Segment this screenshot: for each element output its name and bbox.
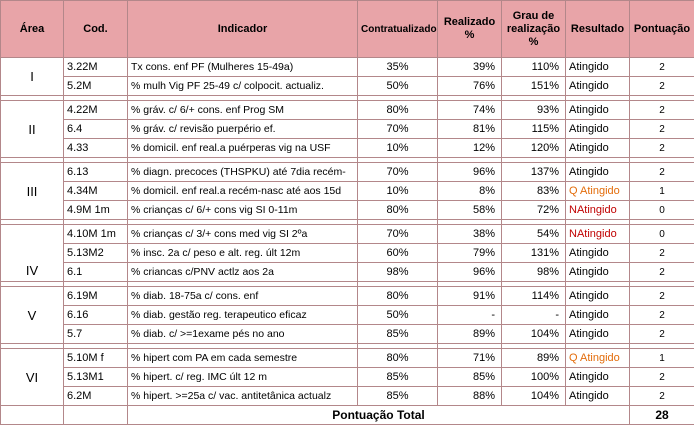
total-row bbox=[1, 406, 694, 425]
cell-grau: 104% bbox=[502, 325, 566, 344]
cell-contratualizado: 85% bbox=[358, 325, 438, 344]
cell-contratualizado: 70% bbox=[358, 225, 438, 244]
cell-cod: 5.7 bbox=[64, 325, 128, 344]
cell-resultado: Atingido bbox=[566, 387, 630, 406]
cell-realizado: 12% bbox=[438, 139, 502, 158]
cell-indicador: % crianças c/ 6/+ cons vig SI 0-11m bbox=[128, 201, 358, 220]
cell-realizado: 38% bbox=[438, 225, 502, 244]
cell-pontuacao: 1 bbox=[630, 349, 694, 368]
cell-indicador: % diagn. precoces (THSPKU) até 7dia recém- bbox=[128, 163, 358, 182]
table-body bbox=[1, 58, 694, 406]
cell-pontuacao: 2 bbox=[630, 77, 694, 96]
cell-contratualizado: 70% bbox=[358, 120, 438, 139]
col-header-resultado: Resultado bbox=[566, 1, 630, 58]
cell-contratualizado: 35% bbox=[358, 58, 438, 77]
table-row bbox=[1, 182, 694, 201]
table-row bbox=[1, 201, 694, 220]
cell-resultado: Atingido bbox=[566, 244, 630, 263]
cell-grau: 89% bbox=[502, 349, 566, 368]
cell-grau: 72% bbox=[502, 201, 566, 220]
cell-pontuacao: 1 bbox=[630, 182, 694, 201]
cell-cod: 4.34M bbox=[64, 182, 128, 201]
cell-resultado: Atingido bbox=[566, 139, 630, 158]
cell-pontuacao: 2 bbox=[630, 139, 694, 158]
cell-cod: 6.16 bbox=[64, 306, 128, 325]
cell-grau: 114% bbox=[502, 287, 566, 306]
cell-pontuacao: 2 bbox=[630, 387, 694, 406]
table-row bbox=[1, 387, 694, 406]
cell-resultado: Atingido bbox=[566, 287, 630, 306]
cell-indicador: % diab. 18-75a c/ cons. enf bbox=[128, 287, 358, 306]
cell-indicador: % mulh Vig PF 25-49 c/ colpocit. actualiz. bbox=[128, 77, 358, 96]
cell-pontuacao: 2 bbox=[630, 244, 694, 263]
cell-realizado: 71% bbox=[438, 349, 502, 368]
area-label: III bbox=[1, 163, 64, 220]
cell-grau: 131% bbox=[502, 244, 566, 263]
cell-realizado: 76% bbox=[438, 77, 502, 96]
cell-contratualizado: 80% bbox=[358, 101, 438, 120]
cell-pontuacao: 2 bbox=[630, 368, 694, 387]
grau-label: Grau de realização % bbox=[506, 9, 561, 48]
table-row bbox=[1, 306, 694, 325]
cell-realizado: 39% bbox=[438, 58, 502, 77]
cell-realizado: - bbox=[438, 306, 502, 325]
cell-cod: 5.13M1 bbox=[64, 368, 128, 387]
cell-grau: 83% bbox=[502, 182, 566, 201]
cell-contratualizado: 50% bbox=[358, 77, 438, 96]
cell-pontuacao: 2 bbox=[630, 58, 694, 77]
cell-indicador: % domicil. enf real.a puérperas vig na USF bbox=[128, 139, 358, 158]
cell-contratualizado: 85% bbox=[358, 368, 438, 387]
cell-pontuacao: 2 bbox=[630, 101, 694, 120]
cell-grau: 93% bbox=[502, 101, 566, 120]
cell-indicador: % diab. c/ >=1exame pés no ano bbox=[128, 325, 358, 344]
cell-resultado: Atingido bbox=[566, 368, 630, 387]
table-row bbox=[1, 325, 694, 344]
col-header-area: Área bbox=[1, 1, 64, 58]
cell-contratualizado: 80% bbox=[358, 201, 438, 220]
cell-pontuacao: 2 bbox=[630, 263, 694, 282]
cell-grau: 120% bbox=[502, 139, 566, 158]
table-row bbox=[1, 139, 694, 158]
cell-contratualizado: 80% bbox=[358, 349, 438, 368]
cell-contratualizado: 80% bbox=[358, 287, 438, 306]
total-spacer-1 bbox=[1, 406, 64, 425]
cell-realizado: 96% bbox=[438, 263, 502, 282]
cell-realizado: 89% bbox=[438, 325, 502, 344]
cell-cod: 6.1 bbox=[64, 263, 128, 282]
table-row bbox=[1, 163, 694, 182]
cell-cod: 5.2M bbox=[64, 77, 128, 96]
cell-contratualizado: 10% bbox=[358, 182, 438, 201]
cell-cod: 4.9M 1m bbox=[64, 201, 128, 220]
cell-resultado: Atingido bbox=[566, 306, 630, 325]
cell-realizado: 79% bbox=[438, 244, 502, 263]
realizado-label: Realizado % bbox=[443, 16, 496, 41]
cell-grau: 54% bbox=[502, 225, 566, 244]
cell-indicador: % crianças c/ 3/+ cons med vig SI 2ºa bbox=[128, 225, 358, 244]
cell-indicador: % diab. gestão reg. terapeutico eficaz bbox=[128, 306, 358, 325]
area-label: IV bbox=[1, 225, 64, 282]
total-spacer-2 bbox=[64, 406, 128, 425]
col-header-cod: Cod. bbox=[64, 1, 128, 58]
total-value: 28 bbox=[630, 406, 694, 425]
table-row bbox=[1, 225, 694, 244]
cell-indicador: % hipert. >=25a c/ vac. antitetânica actualz bbox=[128, 387, 358, 406]
cell-resultado: Atingido bbox=[566, 77, 630, 96]
area-label: I bbox=[1, 58, 64, 96]
table-row bbox=[1, 349, 694, 368]
table-row bbox=[1, 287, 694, 306]
col-header-pontuacao: Pontuação bbox=[630, 1, 694, 58]
cell-pontuacao: 2 bbox=[630, 120, 694, 139]
cell-resultado: Atingido bbox=[566, 163, 630, 182]
cell-indicador: % domicil. enf real.a recém-nasc até aos 15d bbox=[128, 182, 358, 201]
cell-cod: 6.13 bbox=[64, 163, 128, 182]
table-row bbox=[1, 58, 694, 77]
cell-realizado: 85% bbox=[438, 368, 502, 387]
table-row bbox=[1, 77, 694, 96]
cell-contratualizado: 10% bbox=[358, 139, 438, 158]
cell-realizado: 74% bbox=[438, 101, 502, 120]
area-label: V bbox=[1, 287, 64, 344]
cell-cod: 6.2M bbox=[64, 387, 128, 406]
cell-indicador: % gráv. c/ 6/+ cons. enf Prog SM bbox=[128, 101, 358, 120]
cell-resultado: Atingido bbox=[566, 263, 630, 282]
cell-realizado: 88% bbox=[438, 387, 502, 406]
cell-resultado: Q Atingido bbox=[566, 349, 630, 368]
area-label: VI bbox=[1, 349, 64, 406]
cell-pontuacao: 0 bbox=[630, 225, 694, 244]
cell-pontuacao: 2 bbox=[630, 163, 694, 182]
cell-indicador: % hipert com PA em cada semestre bbox=[128, 349, 358, 368]
cell-realizado: 58% bbox=[438, 201, 502, 220]
cell-grau: 104% bbox=[502, 387, 566, 406]
table-row bbox=[1, 244, 694, 263]
table-row bbox=[1, 101, 694, 120]
cell-grau: - bbox=[502, 306, 566, 325]
cell-resultado: Q Atingido bbox=[566, 182, 630, 201]
cell-realizado: 81% bbox=[438, 120, 502, 139]
cell-cod: 4.22M bbox=[64, 101, 128, 120]
cell-cod: 4.33 bbox=[64, 139, 128, 158]
cell-pontuacao: 2 bbox=[630, 306, 694, 325]
area-label: II bbox=[1, 101, 64, 158]
cell-realizado: 91% bbox=[438, 287, 502, 306]
cell-indicador: Tx cons. enf PF (Mulheres 15-49a) bbox=[128, 58, 358, 77]
cell-cod: 5.10M f bbox=[64, 349, 128, 368]
cell-indicador: % criancas c/PNV actlz aos 2a bbox=[128, 263, 358, 282]
col-header-realizado bbox=[438, 1, 502, 58]
cell-resultado: Atingido bbox=[566, 120, 630, 139]
table-row bbox=[1, 368, 694, 387]
cell-cod: 3.22M bbox=[64, 58, 128, 77]
cell-grau: 110% bbox=[502, 58, 566, 77]
cell-realizado: 96% bbox=[438, 163, 502, 182]
col-header-indicador: Indicador bbox=[128, 1, 358, 58]
total-label: Pontuação Total bbox=[128, 406, 630, 425]
cell-cod: 4.10M 1m bbox=[64, 225, 128, 244]
col-header-contratualizado: Contratualizado bbox=[358, 1, 438, 58]
cell-resultado: Atingido bbox=[566, 101, 630, 120]
cell-cod: 5.13M2 bbox=[64, 244, 128, 263]
cell-grau: 98% bbox=[502, 263, 566, 282]
cell-resultado: NAtingido bbox=[566, 225, 630, 244]
cell-cod: 6.19M bbox=[64, 287, 128, 306]
cell-grau: 137% bbox=[502, 163, 566, 182]
cell-grau: 151% bbox=[502, 77, 566, 96]
cell-indicador: % gráv. c/ revisão puerpério ef. bbox=[128, 120, 358, 139]
cell-pontuacao: 2 bbox=[630, 287, 694, 306]
table-row bbox=[1, 263, 694, 282]
cell-pontuacao: 2 bbox=[630, 325, 694, 344]
cell-pontuacao: 0 bbox=[630, 201, 694, 220]
cell-grau: 115% bbox=[502, 120, 566, 139]
cell-contratualizado: 85% bbox=[358, 387, 438, 406]
cell-resultado: Atingido bbox=[566, 58, 630, 77]
cell-resultado: Atingido bbox=[566, 325, 630, 344]
cell-indicador: % hipert. c/ reg. IMC últ 12 m bbox=[128, 368, 358, 387]
header-row bbox=[1, 1, 694, 58]
cell-resultado: NAtingido bbox=[566, 201, 630, 220]
cell-contratualizado: 50% bbox=[358, 306, 438, 325]
table-row bbox=[1, 120, 694, 139]
col-header-grau bbox=[502, 1, 566, 58]
cell-grau: 100% bbox=[502, 368, 566, 387]
cell-contratualizado: 98% bbox=[358, 263, 438, 282]
cell-indicador: % insc. 2a c/ peso e alt. reg. últ 12m bbox=[128, 244, 358, 263]
cell-cod: 6.4 bbox=[64, 120, 128, 139]
cell-contratualizado: 70% bbox=[358, 163, 438, 182]
cell-contratualizado: 60% bbox=[358, 244, 438, 263]
cell-realizado: 8% bbox=[438, 182, 502, 201]
